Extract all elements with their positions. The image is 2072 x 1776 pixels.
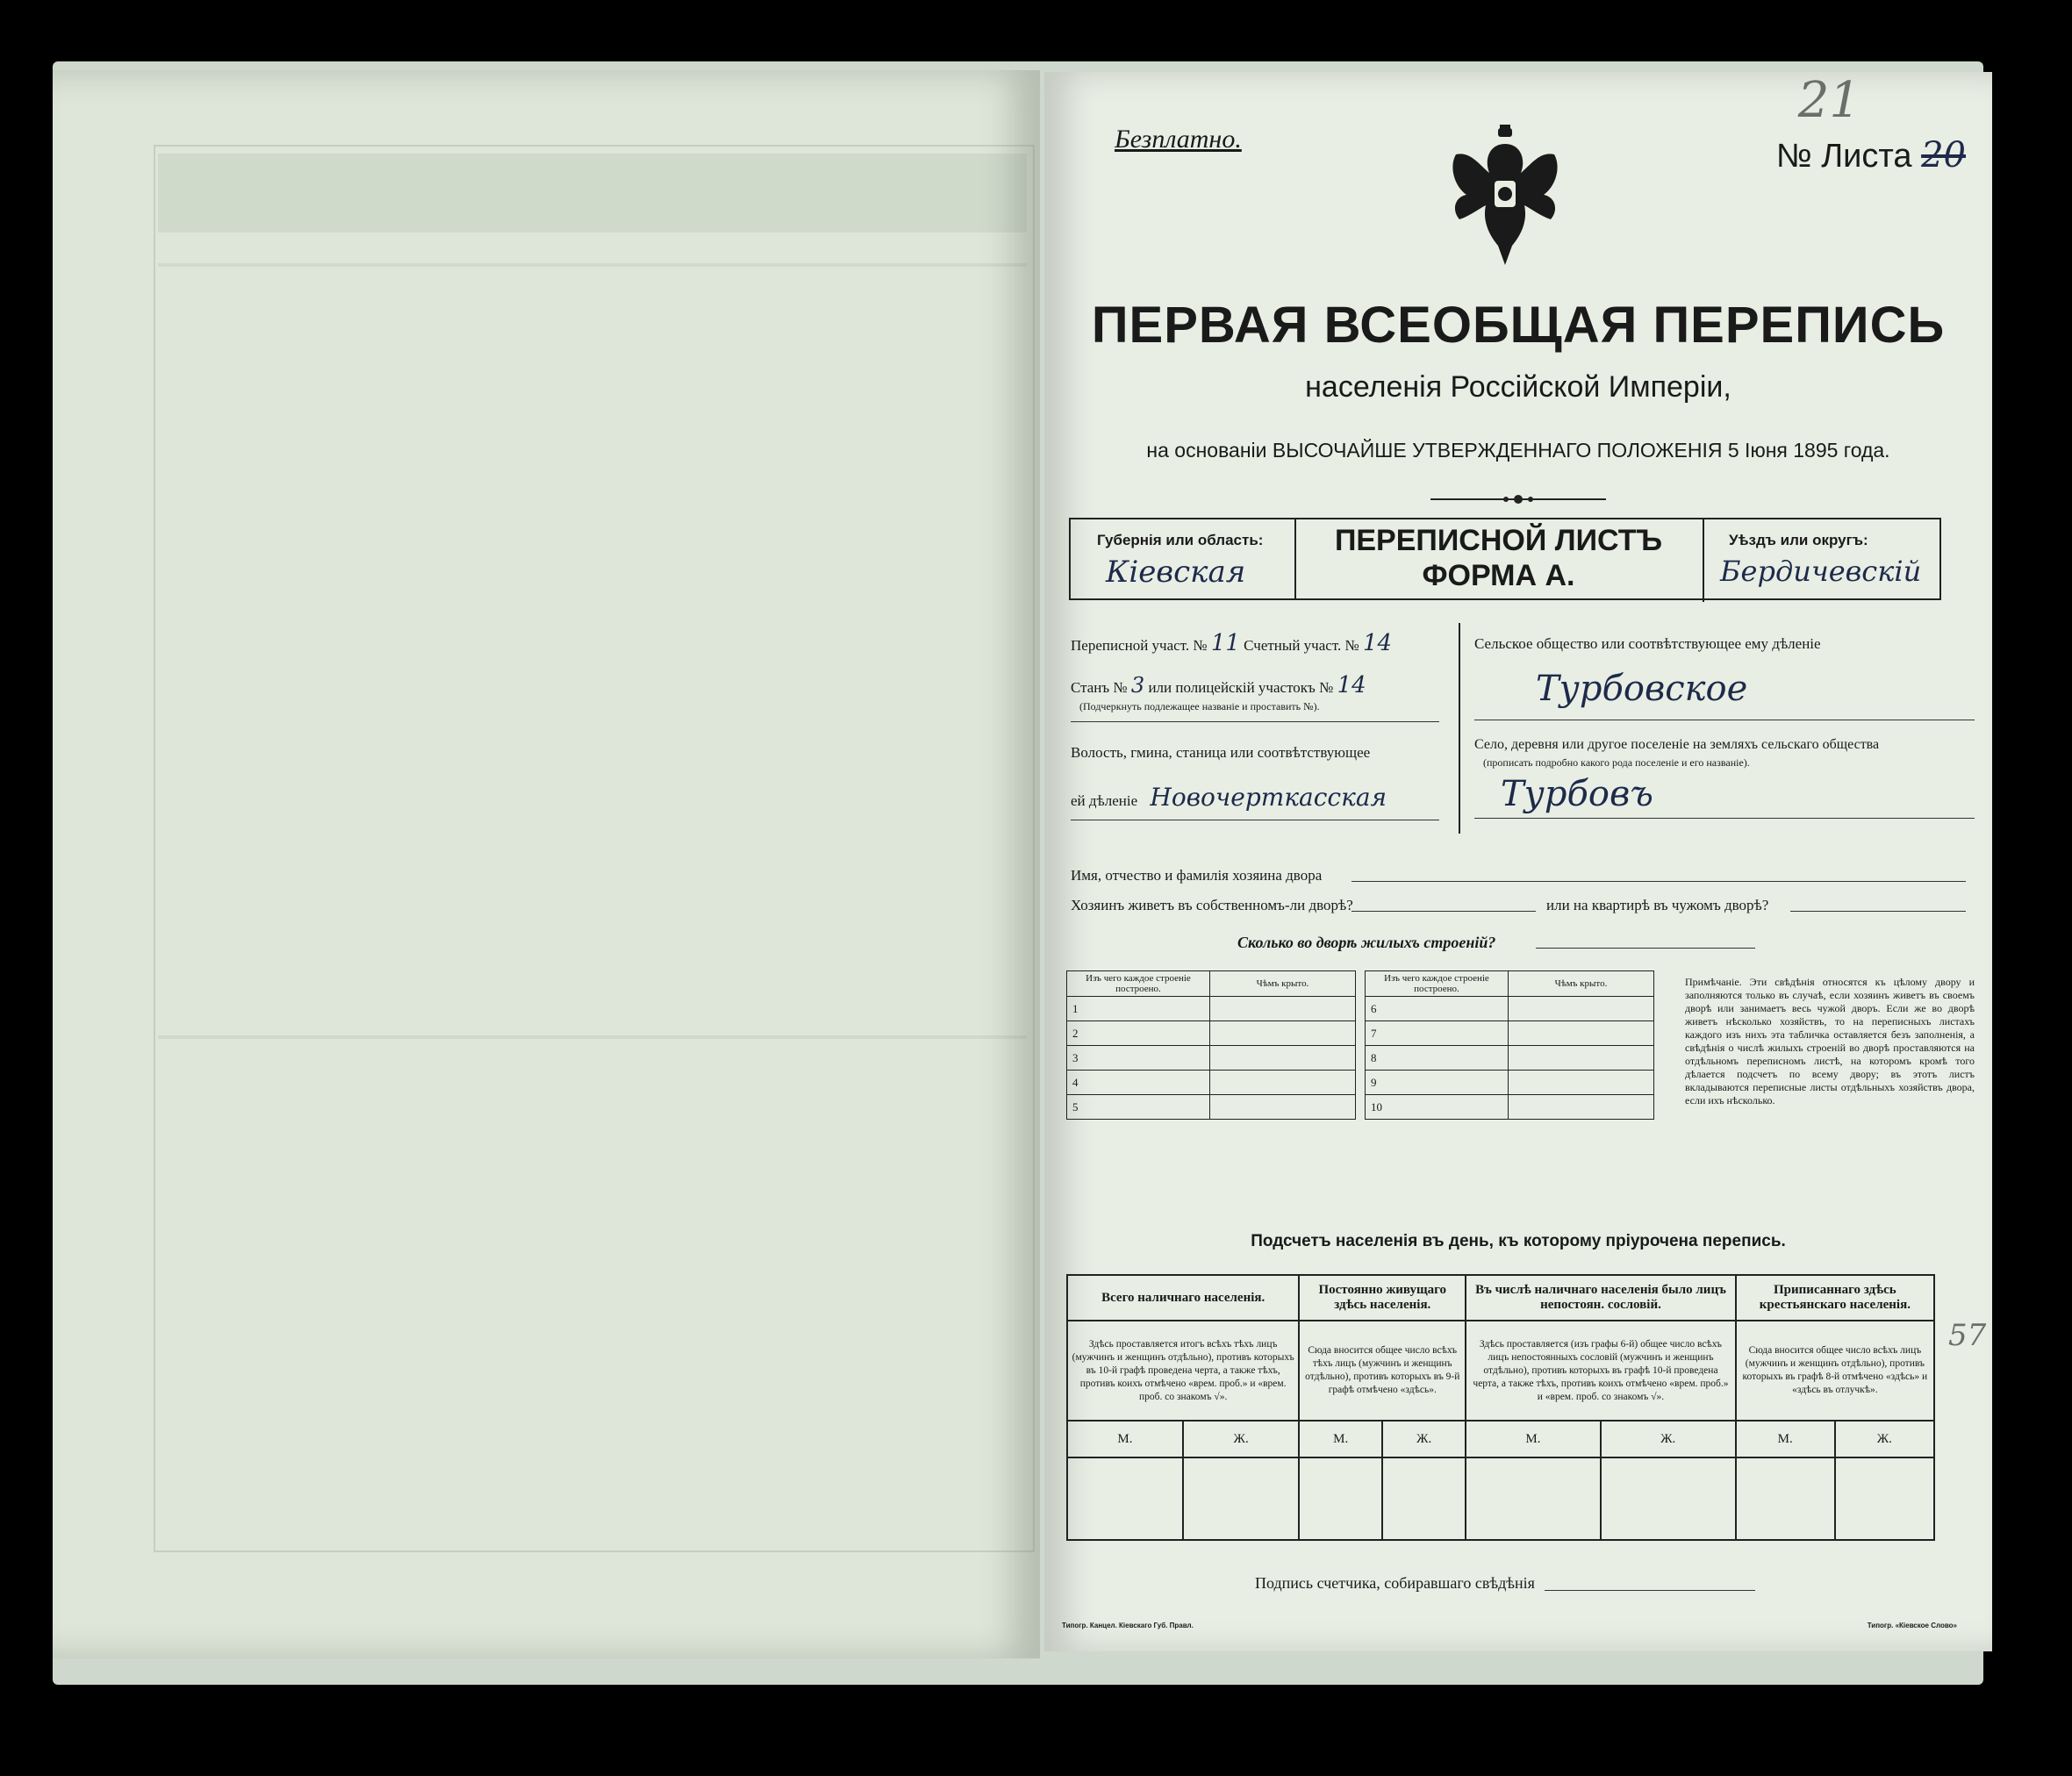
row-number: 4 bbox=[1067, 1071, 1210, 1095]
col-female: Ж. bbox=[1183, 1421, 1299, 1457]
table-row bbox=[1067, 1046, 1356, 1071]
count-area-value: 14 bbox=[1362, 630, 1393, 656]
form-title-cell bbox=[1294, 519, 1704, 602]
col-female: Ж. bbox=[1601, 1421, 1736, 1457]
col-female: Ж. bbox=[1835, 1421, 1934, 1457]
row-number: 2 bbox=[1067, 1021, 1210, 1046]
ornament-divider bbox=[1430, 493, 1606, 505]
printer-left: Типогр. Канцел. Кіевскаго Губ. Правл. bbox=[1062, 1622, 1194, 1629]
volost-label-2: ей дѣленіе bbox=[1071, 792, 1138, 809]
buildings-table-right bbox=[1365, 970, 1654, 1120]
rule bbox=[1474, 818, 1975, 819]
owner-lives-line bbox=[1351, 911, 1536, 912]
row-number: 8 bbox=[1366, 1046, 1509, 1071]
buildings-col-material: Изъ чего каждое строеніе построено. bbox=[1366, 971, 1509, 997]
village-value: Турбовъ bbox=[1501, 774, 1653, 814]
society-value: Турбовское bbox=[1536, 669, 1748, 709]
row-number: 3 bbox=[1067, 1046, 1210, 1071]
row-number: 7 bbox=[1366, 1021, 1509, 1046]
table-cell bbox=[1382, 1457, 1466, 1540]
buildings-table-left bbox=[1066, 970, 1356, 1120]
table-row bbox=[1067, 1457, 1934, 1540]
society-row bbox=[1474, 635, 1966, 653]
or-flat-line bbox=[1790, 911, 1966, 912]
buildings-col-roof: Чѣмъ крыто. bbox=[1210, 971, 1356, 997]
table-cell bbox=[1210, 997, 1356, 1021]
or-flat-label: или на квартирѣ въ чужомъ дворѣ? bbox=[1546, 897, 1769, 913]
table-row bbox=[1366, 997, 1654, 1021]
buildings-col-material: Изъ чего каждое строеніе построено. bbox=[1067, 971, 1210, 997]
count-desc-registered: Сюда вносится общее число всѣхъ лицъ (мужчинъ и женщинъ отдѣльно), противъ которыхъ въ графѣ 8-й отмѣчено «здѣсь» и «здѣсь въ отлучкѣ». bbox=[1736, 1321, 1934, 1421]
free-label: Безплатно. bbox=[1115, 125, 1242, 154]
table-cell bbox=[1601, 1457, 1736, 1540]
count-desc-permanent: Сюда вносится общее число всѣхъ тѣхъ лицъ (мужчинъ и женщинъ отдѣльно), противъ которыхъ въ 9-й графѣ отмѣчено «здѣсь». bbox=[1299, 1321, 1466, 1421]
stan-note: (Подчеркнуть подлежащее названіе и проставить №). bbox=[1079, 700, 1320, 713]
village-label: Село, деревня или другое поселеніе на земляхъ сельскаго общества bbox=[1474, 737, 1880, 752]
count-desc-total: Здѣсь проставляется итогъ всѣхъ тѣхъ лицъ (мужчинъ и женщинъ отдѣльно), противъ которыхъ въ 10-й графѣ проведена черта, а также тѣхъ, противъ коихъ отмѣчено «врем. проб.» и «врем. проб. со знакомъ √». bbox=[1067, 1321, 1299, 1421]
count-header-permanent: Постоянно живущаго здѣсь населенія. bbox=[1299, 1275, 1466, 1321]
col-male: М. bbox=[1067, 1421, 1183, 1457]
table-cell bbox=[1509, 1021, 1654, 1046]
buildings-note: Примѣчаніе. Эти свѣдѣнія относятся къ цѣлому двору и заполняются только въ случаѣ, если хозяинъ живетъ въ своемъ дворѣ или занимаетъ весь чужой дворъ. Если же во дворѣ живетъ нѣсколько хозяйствъ, то на переписныхъ листахъ каждого изъ нихъ эта табличка оставляется безъ заполненія, а свѣдѣнія о числѣ жилыхъ строеній во дворѣ проставляются на отдѣльномъ переписномъ листѣ, на которомъ кромѣ того дѣлается подсчетъ по всему двору; въ этотъ листъ вкладываются переписные листы отдѣльныхъ хозяйствъ двора, если ихъ нѣсколько. bbox=[1685, 976, 1975, 1106]
table-cell bbox=[1210, 1021, 1356, 1046]
volost-row bbox=[1071, 783, 1387, 812]
table-cell bbox=[1299, 1457, 1382, 1540]
province-label: Губернія или область: bbox=[1097, 532, 1264, 548]
left-page-frame bbox=[154, 145, 1035, 1552]
ghost-line bbox=[158, 1035, 1027, 1039]
table-cell bbox=[1183, 1457, 1299, 1540]
table-row bbox=[1067, 1021, 1356, 1046]
census-area-value: 11 bbox=[1210, 630, 1240, 656]
table-cell bbox=[1509, 1071, 1654, 1095]
owner-lives-label: Хозяинъ живетъ въ собственномъ-ли дворѣ? bbox=[1071, 897, 1353, 913]
ghost-header bbox=[158, 154, 1027, 233]
col-male: М. bbox=[1736, 1421, 1835, 1457]
table-row bbox=[1366, 1071, 1654, 1095]
stan-value: 3 bbox=[1130, 673, 1145, 698]
police-label: или полицейскій участокъ № bbox=[1148, 679, 1334, 696]
table-cell bbox=[1509, 1046, 1654, 1071]
header-box bbox=[1069, 518, 1941, 600]
owner-line bbox=[1351, 881, 1966, 882]
province-cell bbox=[1071, 519, 1296, 598]
row-number: 9 bbox=[1366, 1071, 1509, 1095]
buildings-question: Сколько во дворѣ жилыхъ строеній? bbox=[1237, 934, 1496, 951]
buildings-col-roof: Чѣмъ крыто. bbox=[1509, 971, 1654, 997]
district-cell bbox=[1703, 519, 1939, 598]
stan-row bbox=[1071, 672, 1366, 698]
count-desc-nonpermanent: Здѣсь проставляется (изъ графы 6-й) общее число всѣхъ лицъ непостоянныхъ сословій (мужчинъ и женщинъ отдѣльно), противъ которыхъ въ графѣ 10-й проведена черта, а также тѣхъ, противъ коихъ отмѣчено «врем. проб.» и «врем. проб. со знакомъ √». bbox=[1466, 1321, 1736, 1421]
table-cell bbox=[1067, 1457, 1183, 1540]
rule bbox=[1071, 721, 1439, 722]
row-number: 1 bbox=[1067, 997, 1210, 1021]
table-cell bbox=[1509, 997, 1654, 1021]
owner-label: Имя, отчество и фамилія хозяина двора bbox=[1071, 867, 1323, 884]
census-area-row bbox=[1071, 630, 1392, 656]
left-page bbox=[53, 70, 1040, 1658]
table-cell bbox=[1509, 1095, 1654, 1120]
table-row bbox=[1366, 1046, 1654, 1071]
table-cell bbox=[1466, 1457, 1600, 1540]
count-header-registered: Приписаннаго здѣсь крестьянскаго населенія. bbox=[1736, 1275, 1934, 1321]
page-title: ПЕРВАЯ ВСЕОБЩАЯ ПЕРЕПИСЬ bbox=[1091, 297, 1946, 354]
table-row bbox=[1366, 1095, 1654, 1120]
row-number: 10 bbox=[1366, 1095, 1509, 1120]
row-number: 6 bbox=[1366, 997, 1509, 1021]
table-cell bbox=[1835, 1457, 1934, 1540]
census-form-page bbox=[1044, 72, 1992, 1651]
table-row bbox=[1366, 1021, 1654, 1046]
province-value: Кіевская bbox=[1106, 555, 1246, 590]
sheet-number-value: 20 bbox=[1921, 135, 1966, 175]
signature-line bbox=[1545, 1590, 1755, 1591]
society-label: Сельское общество или соотвѣтствующее ему дѣленіе bbox=[1474, 635, 1821, 652]
count-area-label: Счетный участ. № bbox=[1244, 637, 1359, 654]
page-subtitle: населенія Россійской Имперіи, bbox=[1305, 370, 1731, 404]
column-divider bbox=[1459, 623, 1460, 834]
pencil-number: 21 bbox=[1797, 72, 1860, 129]
count-header-total: Всего наличнаго населенія. bbox=[1067, 1275, 1299, 1321]
col-male: М. bbox=[1466, 1421, 1600, 1457]
ghost-line bbox=[158, 263, 1027, 267]
police-value: 14 bbox=[1337, 672, 1366, 698]
margin-pencil-number: 57 bbox=[1948, 1318, 1987, 1353]
sheet-number bbox=[1776, 135, 1966, 175]
count-title: Подсчетъ населенія въ день, къ которому пріурочена перепись. bbox=[1251, 1232, 1786, 1250]
table-row bbox=[1067, 1095, 1356, 1120]
sheet-number-label: № Листа bbox=[1775, 138, 1912, 175]
count-header-nonpermanent: Въ числѣ наличнаго населенія было лицъ непостоян. сословій. bbox=[1466, 1275, 1736, 1321]
form-title: ПЕРЕПИСНОЙ ЛИСТЪ bbox=[1334, 524, 1663, 557]
table-row bbox=[1067, 997, 1356, 1021]
col-female: Ж. bbox=[1382, 1421, 1466, 1457]
signature-label: Подпись счетчика, собиравшаго свѣдѣнія bbox=[1255, 1574, 1535, 1592]
district-value: Бердичевскій bbox=[1720, 555, 1922, 588]
printer-right: Типогр. «Кіевское Слово» bbox=[1867, 1622, 1957, 1629]
volost-value: Новочерткасская bbox=[1150, 783, 1387, 812]
table-cell bbox=[1210, 1071, 1356, 1095]
table-cell bbox=[1210, 1046, 1356, 1071]
form-letter: ФОРМА А. bbox=[1422, 559, 1575, 592]
census-area-label: Переписной участ. № bbox=[1071, 637, 1208, 654]
legal-basis: на основаніи ВЫСОЧАЙШЕ УТВЕРЖДЕННАГО ПОЛОЖЕНІЯ 5 Іюня 1895 года. bbox=[1146, 439, 1890, 462]
row-number: 5 bbox=[1067, 1095, 1210, 1120]
table-cell bbox=[1210, 1095, 1356, 1120]
population-count-table bbox=[1066, 1274, 1935, 1541]
volost-label: Волость, гмина, станица или соотвѣтствующее bbox=[1071, 744, 1371, 761]
col-male: М. bbox=[1299, 1421, 1382, 1457]
table-cell bbox=[1736, 1457, 1835, 1540]
table-row bbox=[1067, 1071, 1356, 1095]
imperial-eagle-icon bbox=[1444, 125, 1567, 269]
village-note: (прописать подробно какого рода поселеніе и его названіе). bbox=[1483, 756, 1750, 769]
district-label: Уѣздъ или округъ: bbox=[1729, 532, 1868, 548]
stan-label: Станъ № bbox=[1071, 679, 1128, 696]
buildings-line bbox=[1536, 948, 1755, 949]
